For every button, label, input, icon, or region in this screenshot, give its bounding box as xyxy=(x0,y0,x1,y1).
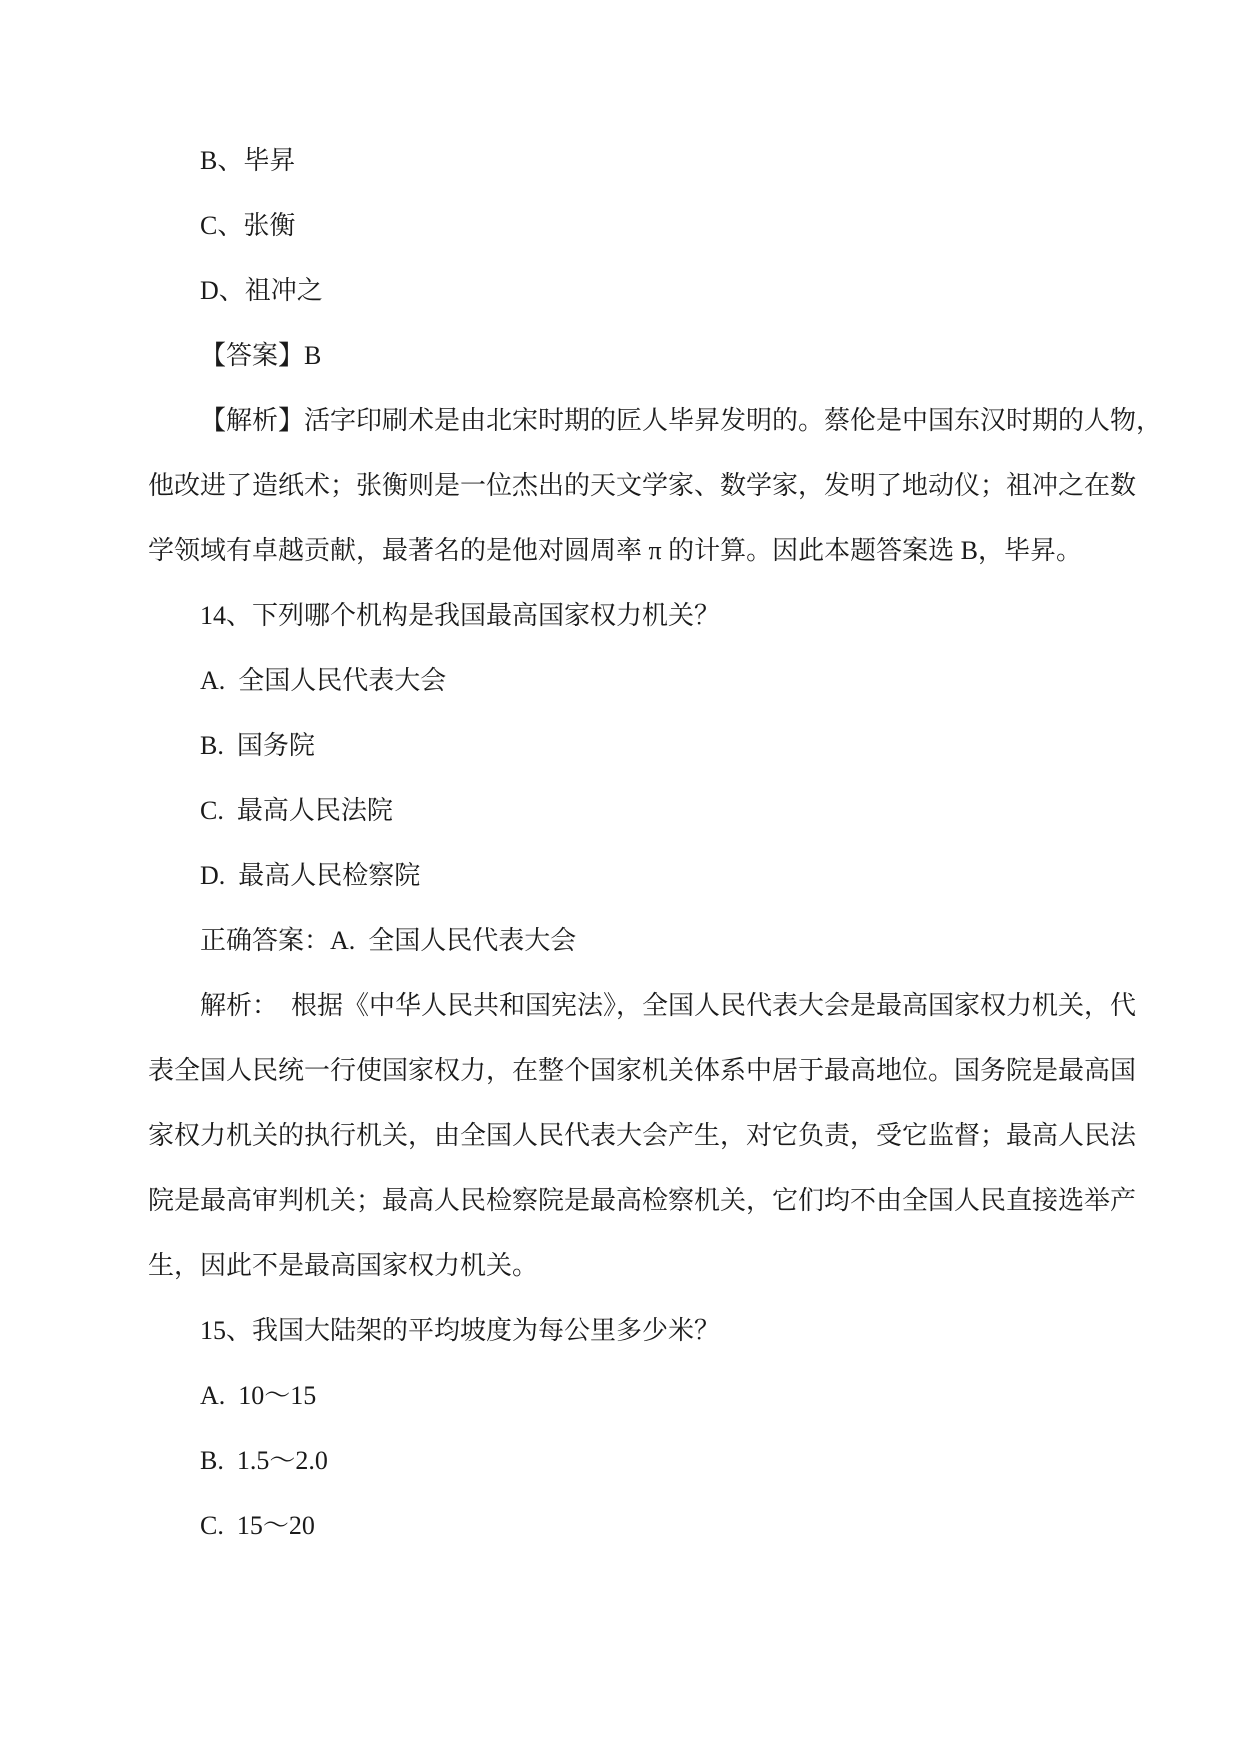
q14-option-b: B. 国务院 xyxy=(200,731,315,760)
q13-option-b: B、毕昇 xyxy=(200,146,296,175)
q14-analysis-line-2: 表全国人民统一行使国家权力，在整个国家机关体系中居于最高地位。国务院是最高国 xyxy=(148,1056,1137,1085)
q14-analysis-line-1: 解析： 根据《中华人民共和国宪法》，全国人民代表大会是最高国家权力机关，代 xyxy=(200,991,1137,1020)
q13-option-d: D、祖冲之 xyxy=(200,276,323,305)
q14-question-title: 14、下列哪个机构是我国最高国家权力机关？ xyxy=(200,601,721,630)
q14-option-d: D. 最高人民检察院 xyxy=(200,861,421,890)
q13-analysis-line-2: 他改进了造纸术；张衡则是一位杰出的天文学家、数学家，发明了地动仪；祖冲之在数 xyxy=(148,471,1137,500)
q13-analysis-line-3: 学领域有卓越贡献，最著名的是他对圆周率 π 的计算。因此本题答案选 B，毕昇。 xyxy=(148,536,1082,565)
q13-option-c: C、张衡 xyxy=(200,211,296,240)
q14-analysis-line-3: 家权力机关的执行机关，由全国人民代表大会产生，对它负责，受它监督；最高人民法 xyxy=(148,1121,1137,1150)
q15-option-a: A. 10～15 xyxy=(200,1381,317,1410)
q13-analysis-line-1: 【解析】活字印刷术是由北宋时期的匠人毕昇发明的。蔡伦是中国东汉时期的人物， xyxy=(200,406,1163,435)
q14-analysis-line-5: 生，因此不是最高国家权力机关。 xyxy=(148,1251,539,1280)
q15-option-b: B. 1.5～2.0 xyxy=(200,1446,328,1475)
q15-option-c: C. 15～20 xyxy=(200,1511,315,1540)
q14-analysis-line-4: 院是最高审判机关；最高人民检察院是最高检察机关，它们均不由全国人民直接选举产 xyxy=(148,1186,1137,1215)
q14-option-c: C. 最高人民法院 xyxy=(200,796,393,825)
q14-option-a: A. 全国人民代表大会 xyxy=(200,666,447,695)
q13-answer: 【答案】B xyxy=(200,341,322,370)
q14-answer: 正确答案：A. 全国人民代表大会 xyxy=(200,926,577,955)
q15-question-title: 15、我国大陆架的平均坡度为每公里多少米？ xyxy=(200,1316,721,1345)
